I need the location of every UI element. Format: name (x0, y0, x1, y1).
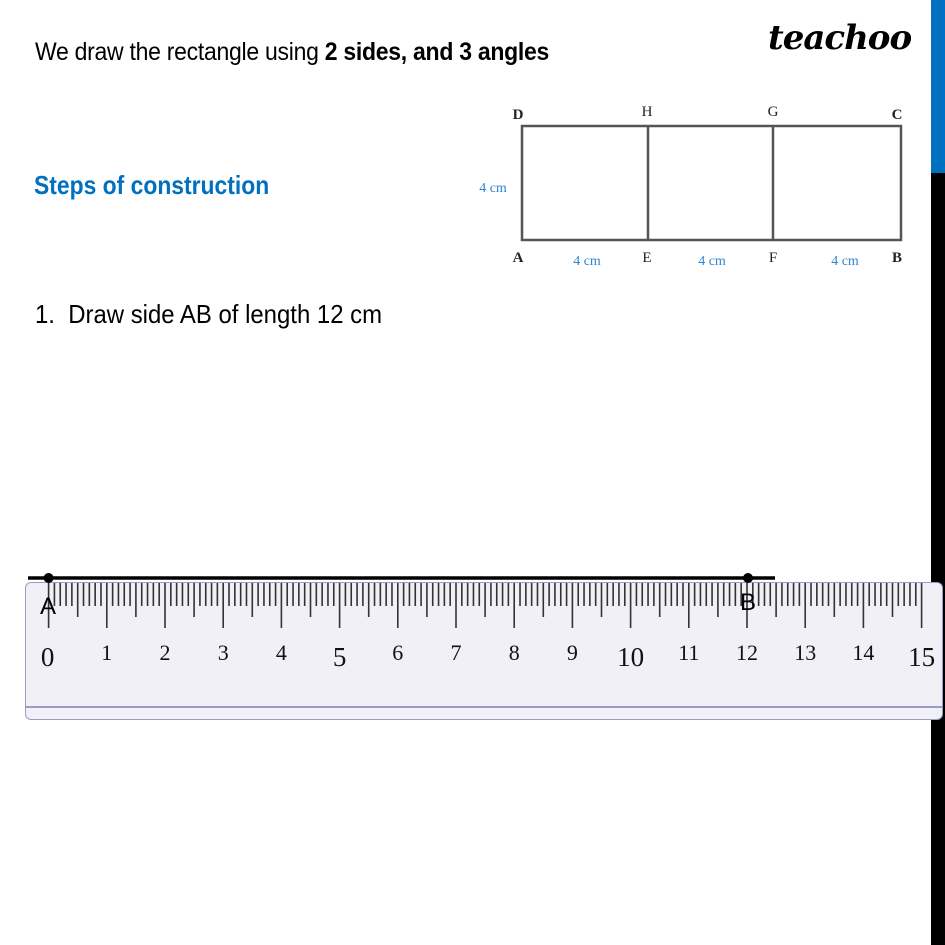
ruler-label-5: 5 (332, 642, 347, 672)
ruler-label-14: 14 (852, 640, 875, 665)
side-accent-bar-black (931, 173, 945, 945)
ruler-label-3: 3 (217, 640, 229, 665)
point-A[interactable] (44, 573, 54, 583)
vertex-F: F (768, 250, 778, 266)
ruler-label-11: 11 (678, 640, 700, 665)
ruler-label-7: 7 (450, 640, 462, 665)
ruler-label-10: 10 (617, 642, 645, 672)
ruler-label-9: 9 (566, 640, 578, 665)
vertex-C: C (891, 107, 903, 123)
section-title: Steps of construction (34, 170, 270, 200)
rectangle-diagram (460, 95, 920, 280)
intro-text-bold: 2 sides, and 3 angles (324, 38, 550, 66)
step-1 (35, 299, 382, 330)
ruler-label-0: 0 (40, 642, 55, 672)
vertex-A: A (512, 250, 524, 266)
vertex-D: D (512, 107, 524, 123)
segment-FB-label: 4 cm (831, 254, 859, 269)
side-AD-label: 4 cm (479, 181, 507, 196)
vertex-H: H (641, 104, 653, 120)
vertex-G: G (767, 104, 779, 120)
step-text: Draw side AB of length 12 cm (68, 299, 383, 329)
point-B-label: B (739, 589, 757, 616)
ruler-markings (0, 560, 945, 680)
ruler-label-13: 13 (794, 640, 817, 665)
intro-text: We draw the rectangle using (35, 38, 325, 66)
step-number: 1. (35, 299, 55, 329)
vertex-B: B (891, 250, 903, 266)
rectangle-ABCD (522, 126, 901, 240)
ruler-label-4: 4 (275, 640, 287, 665)
intro-heading (35, 38, 549, 67)
point-A-label: A (39, 593, 57, 620)
ruler-label-6: 6 (392, 640, 404, 665)
vertex-E: E (642, 250, 652, 266)
ruler-label-2: 2 (159, 640, 171, 665)
segment-EF-label: 4 cm (698, 254, 726, 269)
segment-AE-label: 4 cm (573, 254, 601, 269)
ruler-label-1: 1 (101, 640, 113, 665)
ruler-inner-edge (26, 706, 942, 708)
point-B[interactable] (743, 573, 753, 583)
ruler-label-8: 8 (508, 640, 520, 665)
ruler-label-12: 12 (736, 640, 758, 665)
teachoo-logo: teachoo (768, 18, 912, 58)
side-accent-bar-blue (931, 0, 945, 173)
ruler-label-15: 15 (908, 642, 936, 672)
